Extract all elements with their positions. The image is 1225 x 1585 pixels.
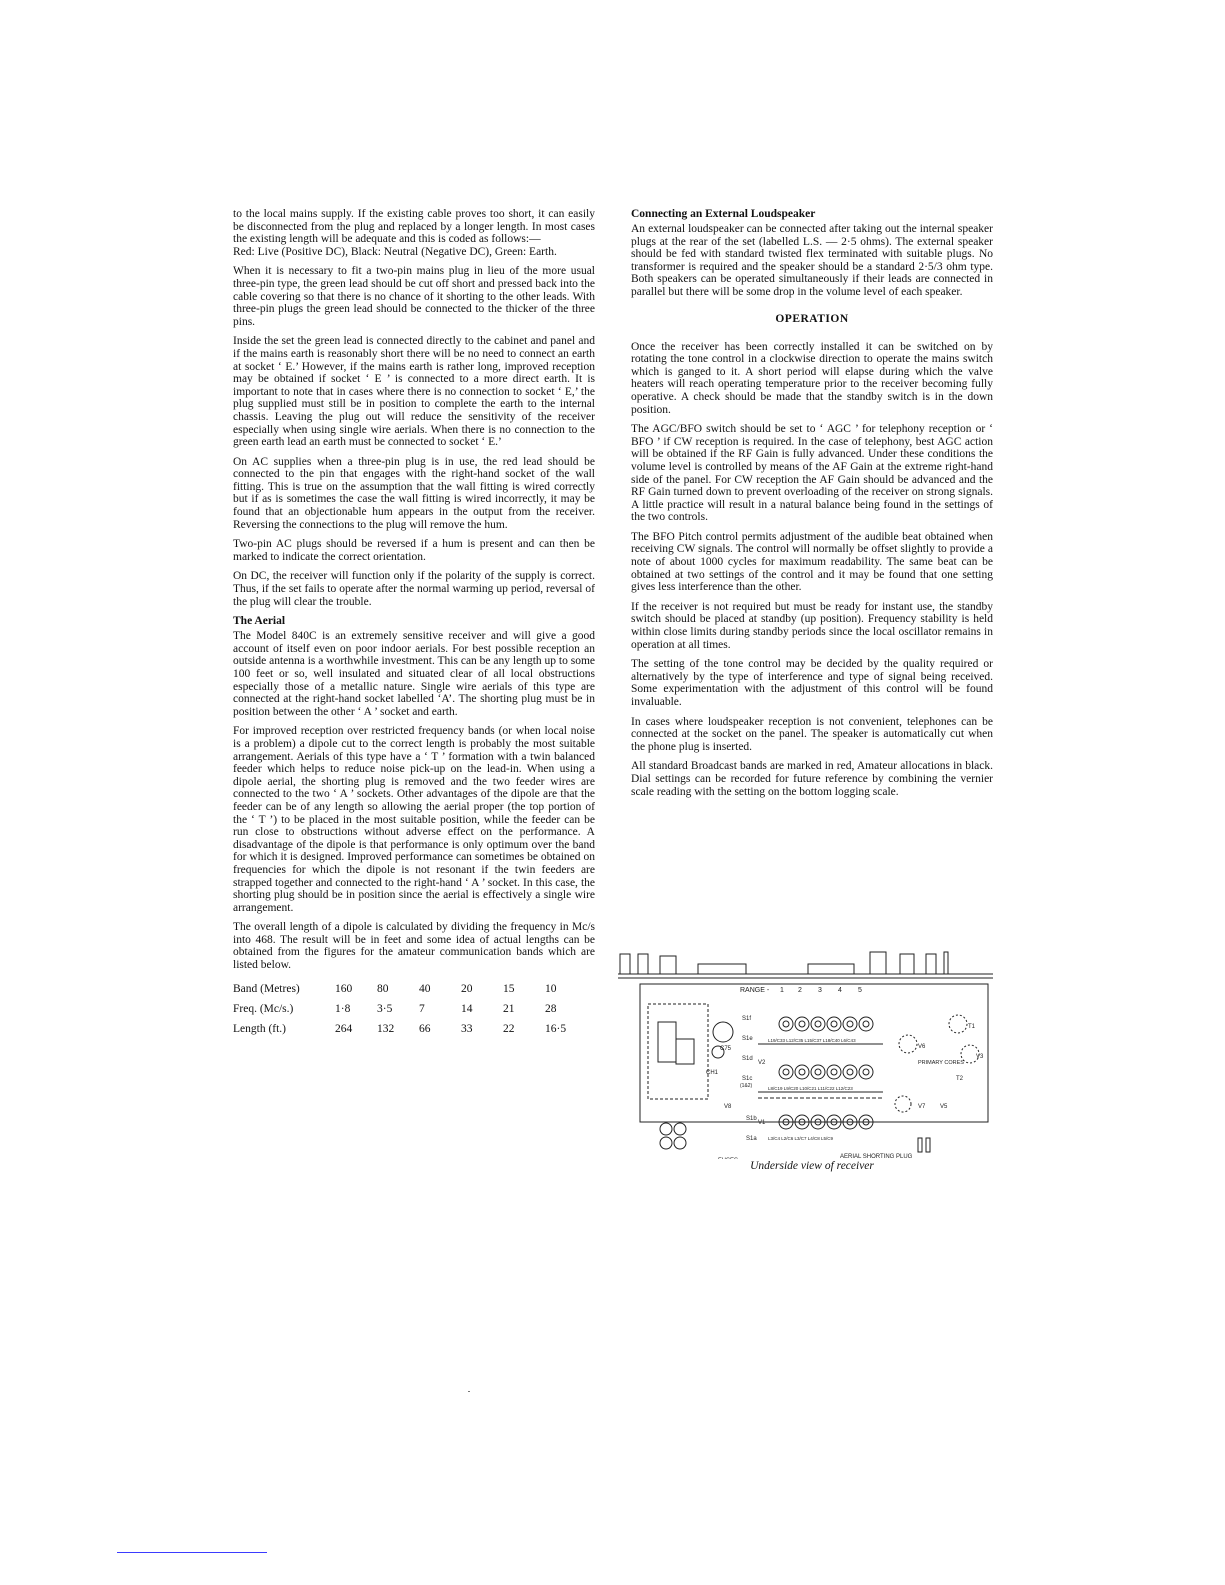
label-ch1: CH1 <box>706 1070 719 1076</box>
paragraph: The AGC/BFO switch should be set to ‘ AGC ’ for telephony reception or ‘ BFO ’ if CW reception is required. In the case of telephony, best AGC action will be obtained if the RF Gain is fully advanced. Under these conditions the volume level is controlled by means of the AF Gain at the extreme right-hand side of the panel. For CW reception the AF Gain should be advanced and the RF Gain turned down to prevent overloading of the receiver on strong signals. A little practice will result in a natural balance being found in the settings of the two controls. <box>631 423 993 524</box>
right-column <box>631 208 993 805</box>
paragraph: If the receiver is not required but must be ready for instant use, the standby switch should be placed at standby (up position). Frequency stability is held within close limits during standby periods since the local oscillator remains in operation at all times. <box>631 600 993 651</box>
table-cell: 160 <box>335 982 353 995</box>
label-s1d: S1d <box>742 1056 753 1062</box>
paragraph: The Model 840C is an extremely sensitive receiver and will give a good account of itself even on poor indoor aerials. For best possible reception an outside antenna is a worthwhile investment. This can be any length up to some 100 feet or so, well insulated and situated clear of all local obstructions especially those of a metallic nature. Single wire aerials of this type are connected at the right-hand socket labelled ‘A’. The shorting plug must be in position between the other ‘ A ’ socket and earth. <box>233 630 595 718</box>
table-cell: 15 <box>503 982 515 995</box>
label-v2: V2 <box>758 1060 766 1066</box>
paragraph: Two-pin AC plugs should be reversed if a hum is present and can then be marked to indicate the correct orientation. <box>233 538 595 563</box>
paragraph: The setting of the tone control may be decided by the quality required or alternatively by the type of interference and type of signal being received. Some experimentation with the adjustment of this control will be found invaluable. <box>631 658 993 708</box>
label-s1c: S1c <box>742 1076 753 1082</box>
range-number: 5 <box>858 987 862 994</box>
paragraph: Inside the set the green lead is connected directly to the cabinet and panel and if the mains earth is reasonably short there will be no need to connect an earth at socket ‘ E.’ However, if the mains earth is rather long, improved reception may be obtained if socket ‘ E ’ is connected to a more direct earth. It is important to note that in cases where there is no connection to socket ‘ E,’ the plug supplied must still be in position to complete the earth to the internal chassis. Leaving the plug out will reduce the sensitivity of the receiver especially when using single wire aerials. When there is no connection to the green earth lead an earth must be connected to socket ‘ E.’ <box>233 335 595 449</box>
label-primary-cores: PRIMARY CORES <box>918 1060 964 1066</box>
table-row <box>233 999 587 1019</box>
table-cell: 7 <box>419 1002 425 1015</box>
table-cell: 1·8 <box>335 1002 351 1015</box>
label-v1: V1 <box>758 1120 766 1126</box>
label-t1: T1 <box>968 1024 976 1030</box>
paragraph: For improved reception over restricted frequency bands (or when local noise is a problem) a dipole cut to the correct length is probably the most suitable arrangement. Aerials of this type have a ‘ T ’ formation with a twin balanced feeder which helps to reduce noise pick-up on the lead-in. When using a dipole aerial, the shorting plug is removed and the two feeder wires are connected to the two ‘ A ’ sockets. Other advantages of the dipole are that the feeder can be of any length so allowing the aerial proper (the top portion of the ‘ T ’) to be placed in the most suitable position, while the feeder can be run close to obstructions without adverse effect on the performance. A disadvantage of the dipole is that performance is only optimum over the band for which it is designed. Improved performance can sometimes be obtained on frequencies for which the dipole is not resonant if the twin feeders are strapped together and connected to the right-hand ‘ A ’ socket. In this case, the shorting plug should be in position since the aerial is effectively a single wire arrangement. <box>233 725 595 914</box>
paragraph: When it is necessary to fit a two-pin mains plug in lieu of the more usual three-pin type, the green lead should be cut off short and pressed back into the cable covering so that there is no chance of it shorting to the other leads. With three-pin plugs the green lead should be connected to the thicker of the three pins. <box>233 265 595 328</box>
paragraph: All standard Broadcast bands are marked in red, Amateur allocations in black. Dial settings can be recorded for future reference by combining the vernier scale reading with the setting on the bottom logging scale. <box>631 760 993 798</box>
section-heading-aerial: The Aerial <box>233 615 286 628</box>
section-heading-operation: OPERATION <box>775 312 849 325</box>
paragraph: On AC supplies when a three-pin plug is in use, the red lead should be connected to the pin that engages with the right-hand socket of the wall fitting. This is true on the assumption that the wall fitting is wired correctly but if as is sometimes the case the wall fitting is wired incorrectly, it may be found that an objectionable hum appears in the output from the receiver. Reversing the connections to the plug will remove the hum. <box>233 455 595 531</box>
table-cell: 3·5 <box>377 1002 393 1015</box>
range-number: 1 <box>780 987 784 994</box>
table-cell: 66 <box>419 1022 431 1035</box>
table-row <box>233 979 587 999</box>
figure-caption: Underside view of receiver <box>750 1160 874 1172</box>
row-label: Freq. (Mc/s.) <box>233 1002 294 1015</box>
range-number: 4 <box>838 987 842 994</box>
paragraph: to the local mains supply. If the existing cable proves too short, it can easily be disconnected from the plug and replaced by a longer length. In most cases the existing length will be adequate and this is coded as follows:— <box>233 208 595 246</box>
table-cell: 264 <box>335 1022 353 1035</box>
paragraph: The BFO Pitch control permits adjustment of the audible beat obtained when receiving CW signals. The control will normally be offset slightly to provide a note of about 1000 cycles for maximum readability. The same beat can be obtained at two settings of the control and it may be found that one setting gives less interference than the other. <box>631 530 993 594</box>
table-cell: 14 <box>461 1002 473 1015</box>
label-v8: V8 <box>724 1104 732 1110</box>
label-t2: T2 <box>956 1076 964 1082</box>
table-row <box>233 1019 587 1039</box>
underside-view-diagram <box>618 944 993 1159</box>
label-s1b: S1b <box>746 1116 757 1122</box>
range-label: RANGE - <box>740 987 770 994</box>
range-number: 3 <box>818 987 822 994</box>
table-cell: 21 <box>503 1002 515 1015</box>
label-s1f: S1f <box>742 1016 752 1022</box>
table-cell: 22 <box>503 1022 515 1035</box>
label-v5: V5 <box>940 1104 948 1110</box>
table-cell: 40 <box>419 982 431 995</box>
coil-row-label: L19/C33 L12/C35 L15/C37 L18/C40 L6/C43 <box>768 1038 856 1043</box>
table-cell: 33 <box>461 1022 473 1035</box>
dipole-length-table <box>233 979 587 1039</box>
paragraph: Once the receiver has been correctly installed it can be switched on by rotating the tone control in a clockwise direction to operate the mains switch which is ganged to it. A short period will elapse during which the valve heaters will reach operating temperature prior to the receiver becoming fully operative. A check should be made that the standby switch is in the down position. <box>631 340 993 416</box>
label-fuses <box>718 1158 738 1159</box>
coil-row-label: L3/C4 L2/C6 L3/C7 L4/C8 L5/C9 <box>768 1136 834 1141</box>
label-s1a: S1a <box>746 1136 757 1142</box>
paragraph: In cases where loudspeaker reception is not convenient, telephones can be connected at the socket on the panel. The speaker is automatically cut when the phone plug is inserted. <box>631 715 993 753</box>
label-s1e: S1e <box>742 1036 753 1042</box>
section-heading-loudspeaker: Connecting an External Loudspeaker <box>631 208 816 220</box>
row-label: Band (Metres) <box>233 982 300 995</box>
label-v6: V6 <box>918 1044 926 1050</box>
label-aerial-shorting-plug: AERIAL SHORTING PLUG <box>840 1154 913 1159</box>
footnote-rule <box>117 1552 267 1553</box>
table-cell: 132 <box>377 1022 395 1035</box>
table-cell: 20 <box>461 982 473 995</box>
table-cell: 16·5 <box>545 1022 567 1035</box>
paragraph: An external loudspeaker can be connected after taking out the internal speaker plugs at the rear of the set (labelled L.S. — 2·5 ohms). The external speaker should be fed with standard twisted flex terminated with suitable plugs. No transformer is required and the speaker should be a standard 2·5/3 ohm type. Both speakers can be operated simultaneously if their leads are connected in parallel but there will be some drop in the volume level of each speaker. <box>631 223 993 298</box>
label-v3: V3 <box>976 1054 984 1060</box>
paragraph: On DC, the receiver will function only if the polarity of the supply is correct. Thus, if the set fails to operate after the normal warming up period, reversal of the plug will clear the trouble. <box>233 570 595 608</box>
label-v7: V7 <box>918 1104 926 1110</box>
coil-row-label: L8/C19 L9/C20 L10/C21 L11/C22 L12/C23 <box>768 1086 853 1091</box>
page-mark <box>468 1391 470 1392</box>
left-column <box>233 208 595 1039</box>
range-number: 2 <box>798 987 802 994</box>
paragraph: Red: Live (Positive DC), Black: Neutral (Negative DC), Green: Earth. <box>233 245 557 258</box>
table-cell: 10 <box>545 982 557 995</box>
table-cell: 28 <box>545 1002 557 1015</box>
table-cell: 80 <box>377 982 389 995</box>
label-s1c-sub: (1&2) <box>740 1083 753 1089</box>
label-c75: C75 <box>720 1046 732 1052</box>
row-label: Length (ft.) <box>233 1022 287 1035</box>
paragraph: The overall length of a dipole is calculated by dividing the frequency in Mc/s into 468. The result will be in feet and some idea of actual lengths can be obtained from the figures for the amateur communication bands which are listed below. <box>233 921 595 972</box>
